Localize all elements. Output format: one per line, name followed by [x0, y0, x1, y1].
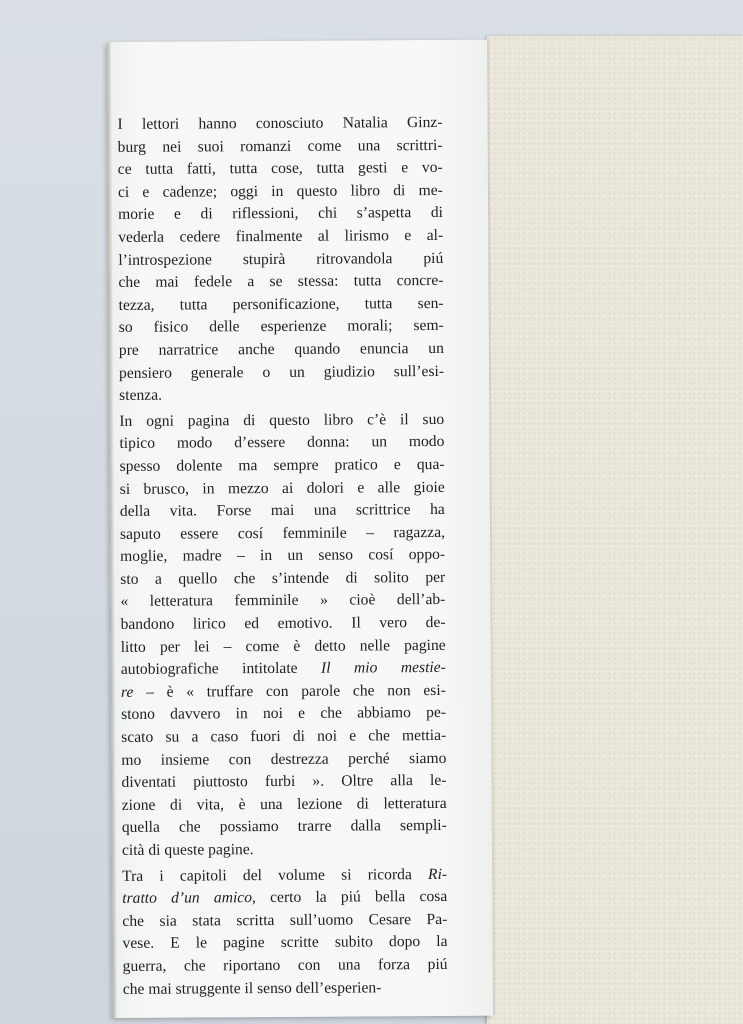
text-line: spesso dolente ma sempre pratico e qua-	[119, 455, 445, 475]
text-line: burg nei suoi romanzi come una scrittri-	[117, 136, 443, 156]
blurb-paragraph	[122, 864, 448, 1002]
text-line: guerra, che riportano con una forza piú	[122, 955, 448, 975]
text-line: re – è « truffare con parole che non esi-	[120, 681, 446, 701]
text-line: scato su a caso fuori di noi e che mettia-	[121, 726, 447, 746]
text-line: ce tutta fatti, tutta cose, tutta gesti e vo-	[117, 159, 443, 179]
text-line: mo insieme con destrezza perché siamo	[121, 749, 447, 769]
text-line: In ogni pagina di questo libro c’è il suo	[119, 410, 445, 430]
text-line: della vita. Forse mai una scrittrice ha	[119, 501, 445, 521]
text-line: vederla cedere finalmente al lirismo e al-	[118, 226, 444, 246]
text-line: che mai struggente il senso dell’esperien-	[122, 978, 382, 998]
text-line: moglie, madre – in un senso cosí oppo-	[120, 546, 446, 566]
text-line: morie e di riflessioni, chi s’aspetta di	[118, 204, 444, 224]
text-line: stenza.	[119, 386, 163, 405]
text-line: « letteratura femminile » cioè dell’ab-	[120, 591, 446, 611]
blurb-paragraph	[117, 112, 444, 408]
blurb-paragraph	[119, 409, 447, 863]
text-line: quella che possiamo trarre dalla sempli-	[121, 817, 447, 837]
text-line: sto a quello che s’intende di solito per	[120, 568, 446, 588]
text-line: pre narratrice anche quando enuncia un	[118, 339, 444, 359]
text-line: vese. E le pagine scritte subito dopo la	[122, 933, 448, 953]
text-line: litto per lei – come è detto nelle pagine	[120, 636, 446, 656]
book-cover-textured	[487, 36, 743, 1024]
text-line: pensiero generale o un giudizio sull’esi-	[118, 362, 445, 382]
text-line: autobiografiche intitolate Il mio mestie-	[120, 659, 446, 679]
book-jacket-flap	[107, 40, 493, 1018]
text-line: tratto d’un amico, certo la piú bella cosa	[122, 888, 448, 908]
text-line: tezza, tutta personificazione, tutta sen-	[118, 294, 444, 314]
text-line: ci e cadenze; oggi in questo libro di me-	[117, 181, 443, 201]
text-line: saputo essere cosí femminile – ragazza,	[119, 523, 446, 543]
text-line: che sia stata scritta sull’uomo Cesare Pa-	[122, 910, 448, 930]
text-line: I lettori hanno conosciuto Natalia Ginz-	[117, 113, 443, 133]
text-line: bandono lirico ed emotivo. Il vero de-	[120, 614, 446, 633]
text-line: l’introspezione stupirà ritrovandola piú	[118, 249, 444, 269]
blurb-text	[117, 112, 447, 1001]
text-line: so fisico delle esperienze morali; sem-	[118, 317, 444, 337]
text-line: che mai fedele a se stessa: tutta concre-	[118, 272, 444, 292]
text-line: diventati piuttosto furbi ». Oltre alla le-	[121, 772, 447, 792]
text-line: cità di queste pagine.	[121, 841, 254, 859]
text-line: Tra i capitoli del volume si ricorda Ri-	[122, 865, 448, 885]
text-line: tipico modo d’essere donna: un modo	[119, 433, 445, 453]
text-line: stono davvero in noi e che abbiamo pe-	[121, 704, 447, 724]
text-line: zione di vita, è una lezione di letteratura	[121, 794, 447, 814]
text-line: si brusco, in mezzo ai dolori e alle gioie	[119, 478, 445, 498]
